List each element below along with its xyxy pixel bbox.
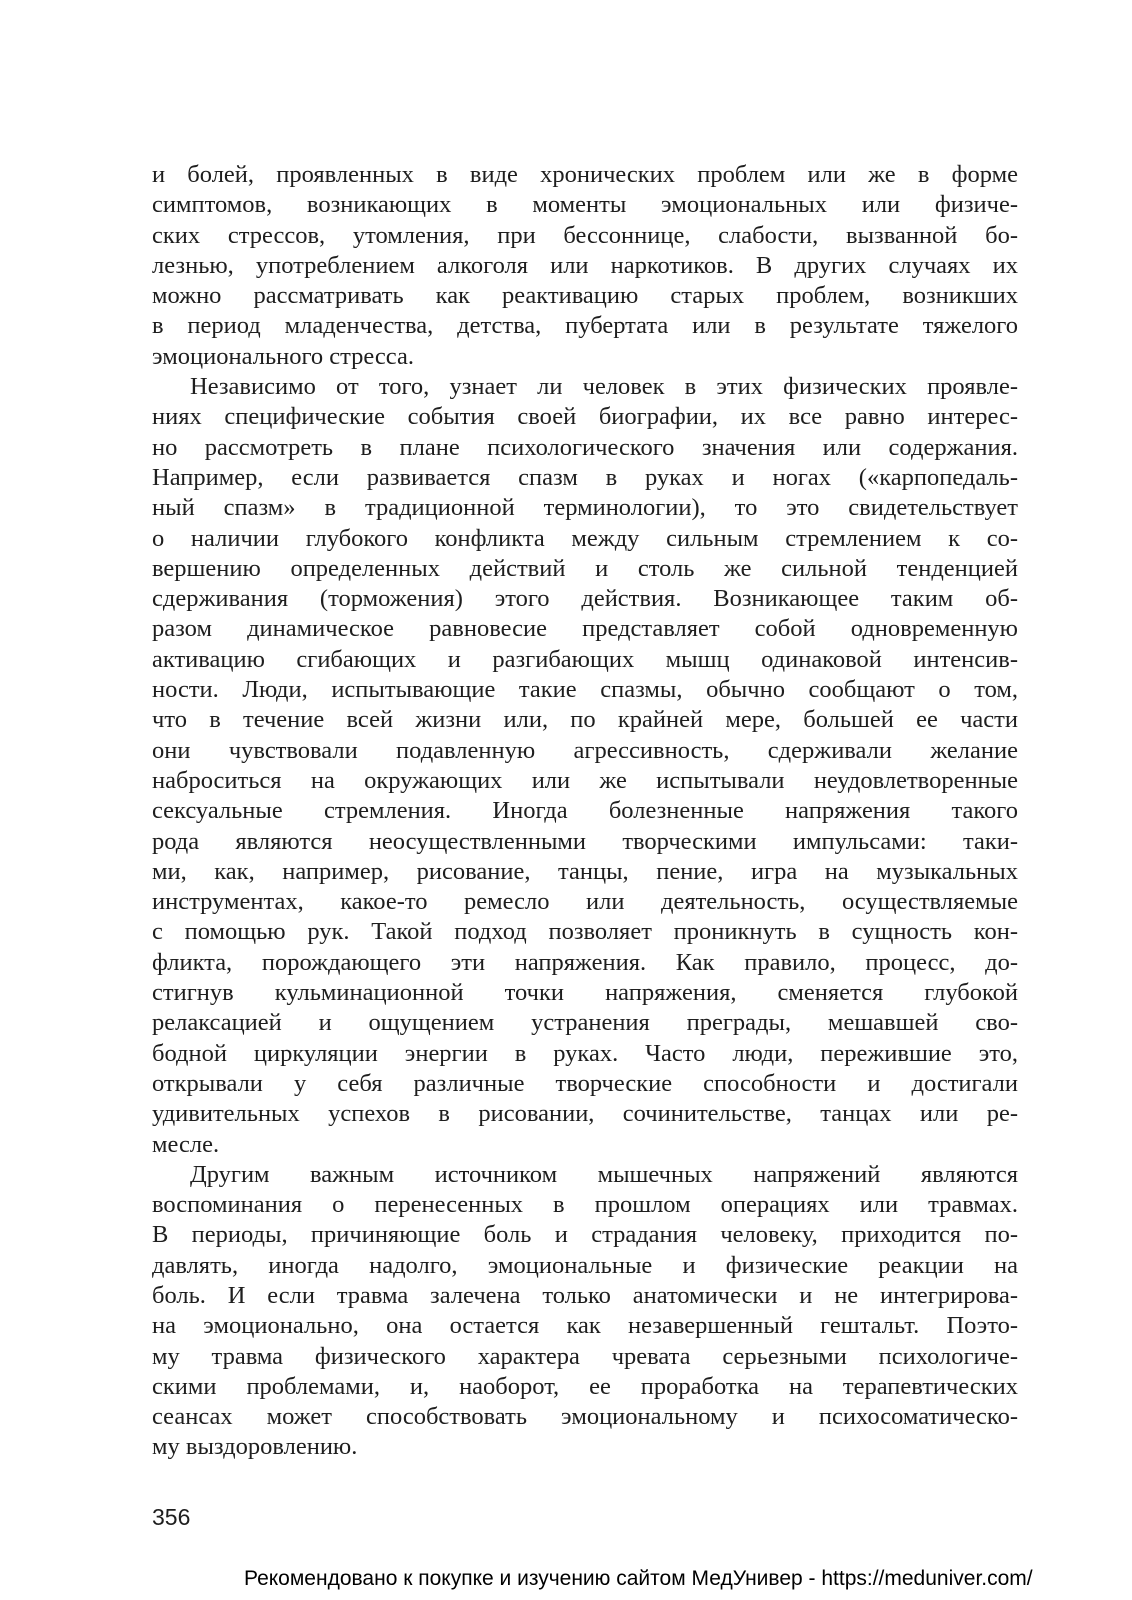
text-line: инструментах, какое-то ремесло или деятельность, осуществляемые	[152, 888, 1018, 916]
text-line: сдерживания (торможения) этого действия. Возникающее таким об-	[152, 585, 1018, 613]
text-line: в период младенчества, детства, пубертата или в результате тяжелого	[152, 312, 1018, 340]
text-line: сексуальные стремления. Иногда болезненные напряжения такого	[152, 797, 1018, 825]
text-line: на эмоционально, она остается как незавершенный гештальт. Поэто-	[152, 1312, 1018, 1340]
text-line: открывали у себя различные творческие способности и достигали	[152, 1069, 1018, 1097]
text-line: лезнью, употреблением алкоголя или наркотиков. В других случаях их	[152, 251, 1018, 279]
text-line: бодной циркуляции энергии в руках. Часто люди, пережившие это,	[152, 1039, 1018, 1067]
text-line: о наличии глубокого конфликта между сильным стремлением к со-	[152, 524, 1018, 552]
text-line: месле.	[152, 1130, 220, 1158]
text-line: Независимо от того, узнает ли человек в этих физических проявле-	[190, 373, 1018, 401]
text-line: боль. И если травма залечена только анатомически и не интегрирова-	[152, 1281, 1018, 1309]
text-line: ми, как, например, рисование, танцы, пение, игра на музыкальных	[152, 857, 1018, 885]
footer-recommendation-link[interactable]: Рекомендовано к покупке и изучению сайтом МедУнивер - https://meduniver.com/	[244, 1567, 1033, 1590]
text-line: давлять, иногда надолго, эмоциональные и физические реакции на	[152, 1251, 1018, 1279]
text-line: В периоды, причиняющие боль и страдания человеку, приходится по-	[152, 1221, 1018, 1249]
text-line: с помощью рук. Такой подход позволяет проникнуть в сущность кон-	[152, 918, 1018, 946]
text-line: симптомов, возникающих в моменты эмоциональных или физиче-	[152, 191, 1018, 219]
text-line: что в течение всей жизни или, по крайней мере, большей ее части	[152, 706, 1018, 734]
text-line: удивительных успехов в рисовании, сочинительстве, танцах или ре-	[152, 1100, 1018, 1128]
paragraph	[152, 1160, 1018, 1463]
text-line: можно рассматривать как реактивацию старых проблем, возникших	[152, 282, 1018, 310]
paragraph	[152, 372, 1018, 1160]
text-line: му травма физического характера чревата серьезными психологиче-	[152, 1342, 1018, 1370]
text-line: му выздоровлению.	[152, 1433, 358, 1461]
text-line: вершению определенных действий и столь же сильной тенденцией	[152, 554, 1018, 582]
page-number: 356	[152, 1504, 191, 1530]
text-line: активацию сгибающих и разгибающих мышц одинаковой интенсив-	[152, 645, 1018, 673]
paragraph	[152, 160, 1018, 372]
text-line: ских стрессов, утомления, при бессоннице, слабости, вызванной бо-	[152, 221, 1018, 249]
text-line: фликта, порождающего эти напряжения. Как правило, процесс, до-	[152, 948, 1018, 976]
text-line: Например, если развивается спазм в руках и ногах («карпопедаль-	[152, 463, 1018, 491]
text-line: эмоционального стресса.	[152, 342, 414, 370]
text-line: они чувствовали подавленную агрессивность, сдерживали желание	[152, 736, 1018, 764]
text-line: разом динамическое равновесие представляет собой одновременную	[152, 615, 1018, 643]
body-text	[152, 160, 1018, 1463]
text-line: ности. Люди, испытывающие такие спазмы, обычно сообщают о том,	[152, 676, 1018, 704]
text-line: наброситься на окружающих или же испытывали неудовлетворенные	[152, 766, 1018, 794]
text-line: сеансах может способствовать эмоциональному и психосоматическо-	[152, 1403, 1018, 1431]
text-line: ный спазм» в традиционной терминологии), то это свидетельствует	[152, 494, 1018, 522]
text-line: воспоминания о перенесенных в прошлом операциях или травмах.	[152, 1191, 1018, 1219]
text-line: релаксацией и ощущением устранения преграды, мешавшей сво-	[152, 1009, 1018, 1037]
text-line: рода являются неосуществленными творческими импульсами: таки-	[152, 827, 1018, 855]
text-line: Другим важным источником мышечных напряжений являются	[190, 1160, 1018, 1188]
text-line: и болей, проявленных в виде хронических проблем или же в форме	[152, 161, 1018, 188]
text-line: стигнув кульминационной точки напряжения, сменяется глубокой	[152, 979, 1018, 1007]
text-line: ниях специфические события своей биографии, их все равно интерес-	[152, 403, 1018, 431]
text-line: но рассмотреть в плане психологического значения или содержания.	[152, 433, 1018, 461]
text-line: скими проблемами, и, наоборот, ее проработка на терапевтических	[152, 1372, 1018, 1400]
